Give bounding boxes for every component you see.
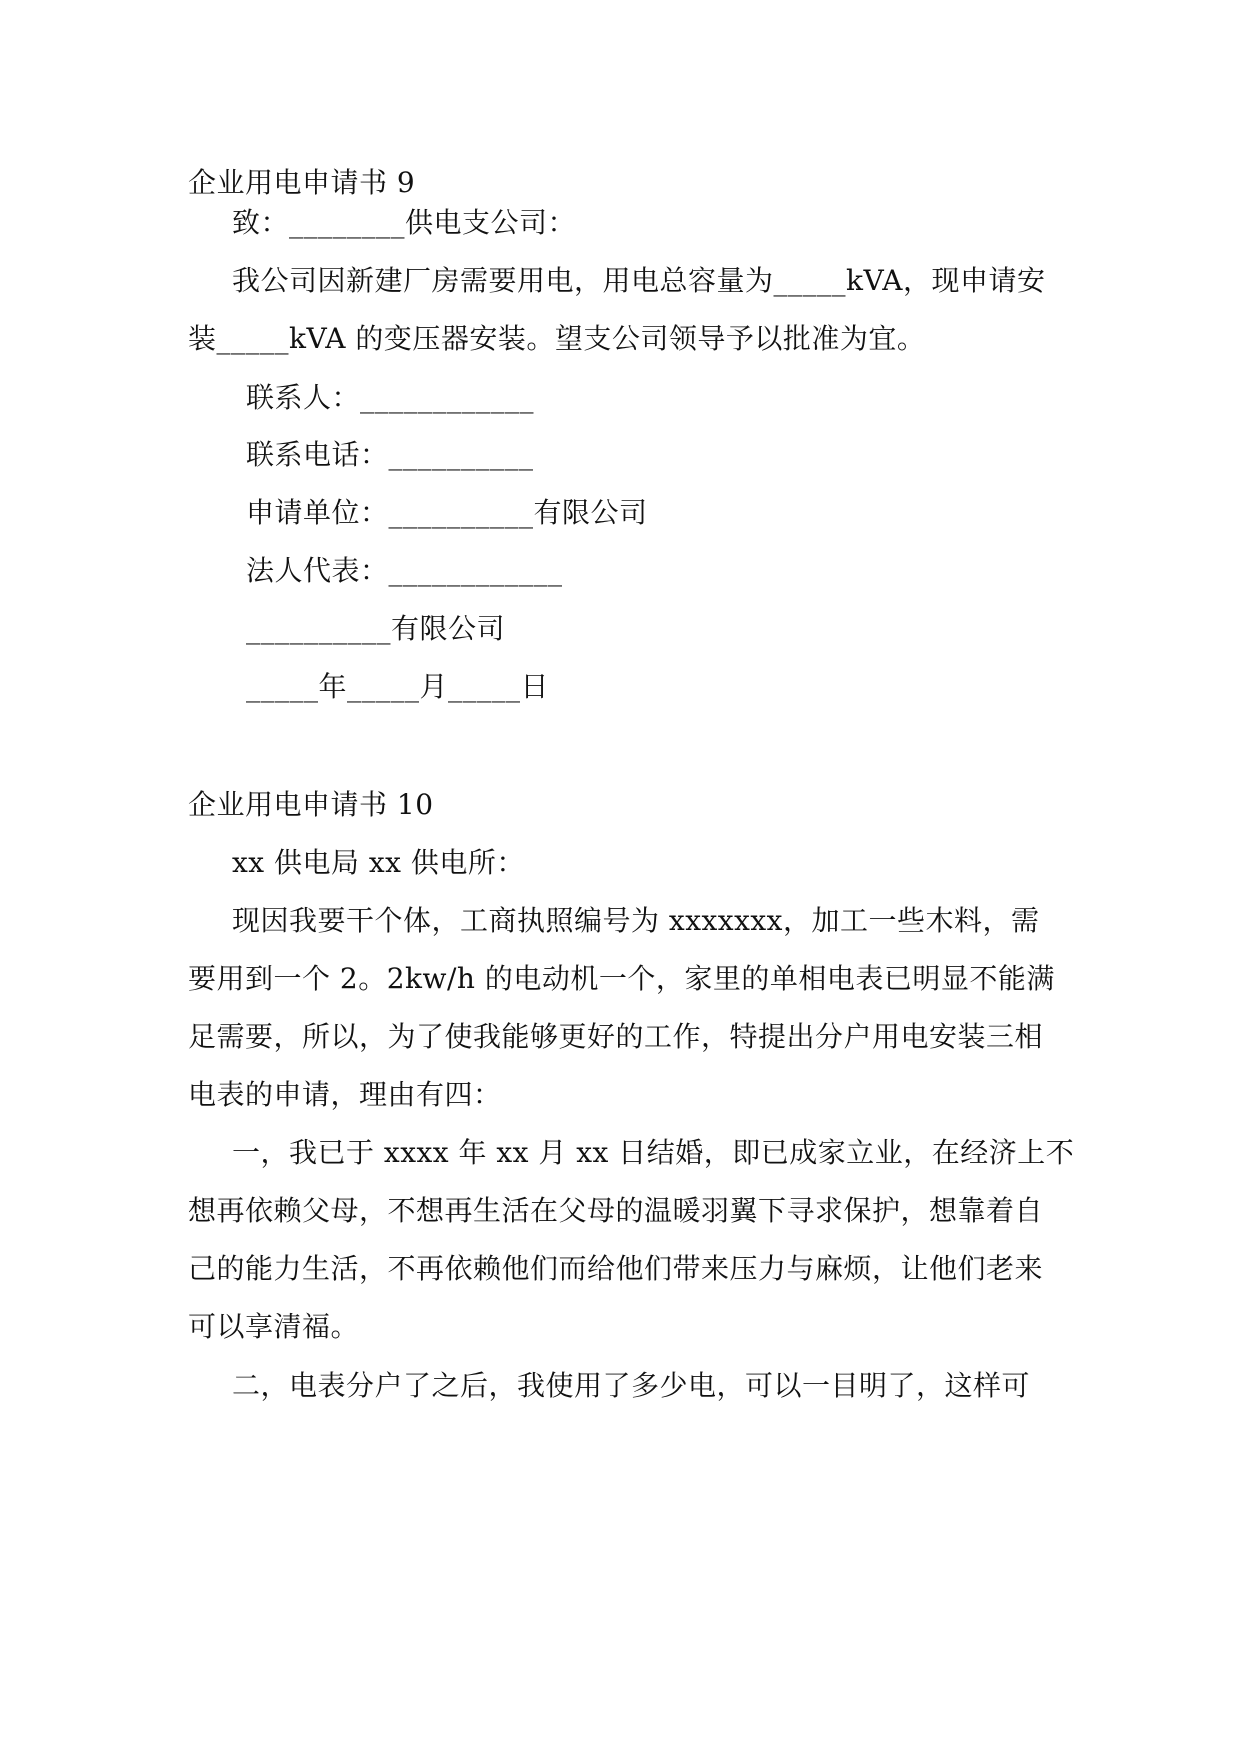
company-signature: __________有限公司 [246,612,506,645]
section10-salutation: xx 供电局 xx 供电所： [232,846,525,879]
contact-person-field: 联系人：____________ [246,381,535,414]
section10-p1-line3: 足需要，所以，为了使我能够更好的工作，特提出分户用电安装三相 [188,1020,1044,1053]
section10-p2-line3: 己的能力生活，不再依赖他们而给他们带来压力与麻烦，让他们老来 [188,1252,1044,1285]
section9-title: 企业用电申请书 9 [188,166,416,199]
section10-p3-line1: 二，电表分户了之后，我使用了多少电，可以一目明了，这样可 [232,1369,1031,1402]
section10-p2-line4: 可以享清福。 [188,1310,360,1343]
section9-body-line1: 我公司因新建厂房需要用电，用电总容量为_____kVA，现申请安 [232,264,1046,297]
section10-p1-line1: 现因我要干个体，工商执照编号为 xxxxxxx，加工一些木料，需 [232,904,1040,937]
section10-p2-line1: 一，我已于 xxxx 年 xx 月 xx 日结婚，即已成家立业，在经济上不 [232,1136,1075,1169]
section10-p2-line2: 想再依赖父母，不想再生活在父母的温暖羽翼下寻求保护，想靠着自 [188,1194,1044,1227]
section10-p1-line4: 电表的申请，理由有四： [188,1078,502,1111]
section10-title: 企业用电申请书 10 [188,788,434,821]
section9-salutation: 致：________供电支公司： [232,206,577,239]
date-field: _____年_____月_____日 [246,670,550,703]
legal-rep-field: 法人代表：____________ [246,554,563,587]
section9-body-line2: 装_____kVA 的变压器安装。望支公司领导予以批准为宜。 [188,322,926,355]
contact-phone-field: 联系电话：__________ [246,438,534,471]
section10-p1-line2: 要用到一个 2。2kw/h 的电动机一个，家里的单相电表已明显不能满 [188,962,1055,995]
applicant-unit-field: 申请单位：__________有限公司 [246,496,648,529]
